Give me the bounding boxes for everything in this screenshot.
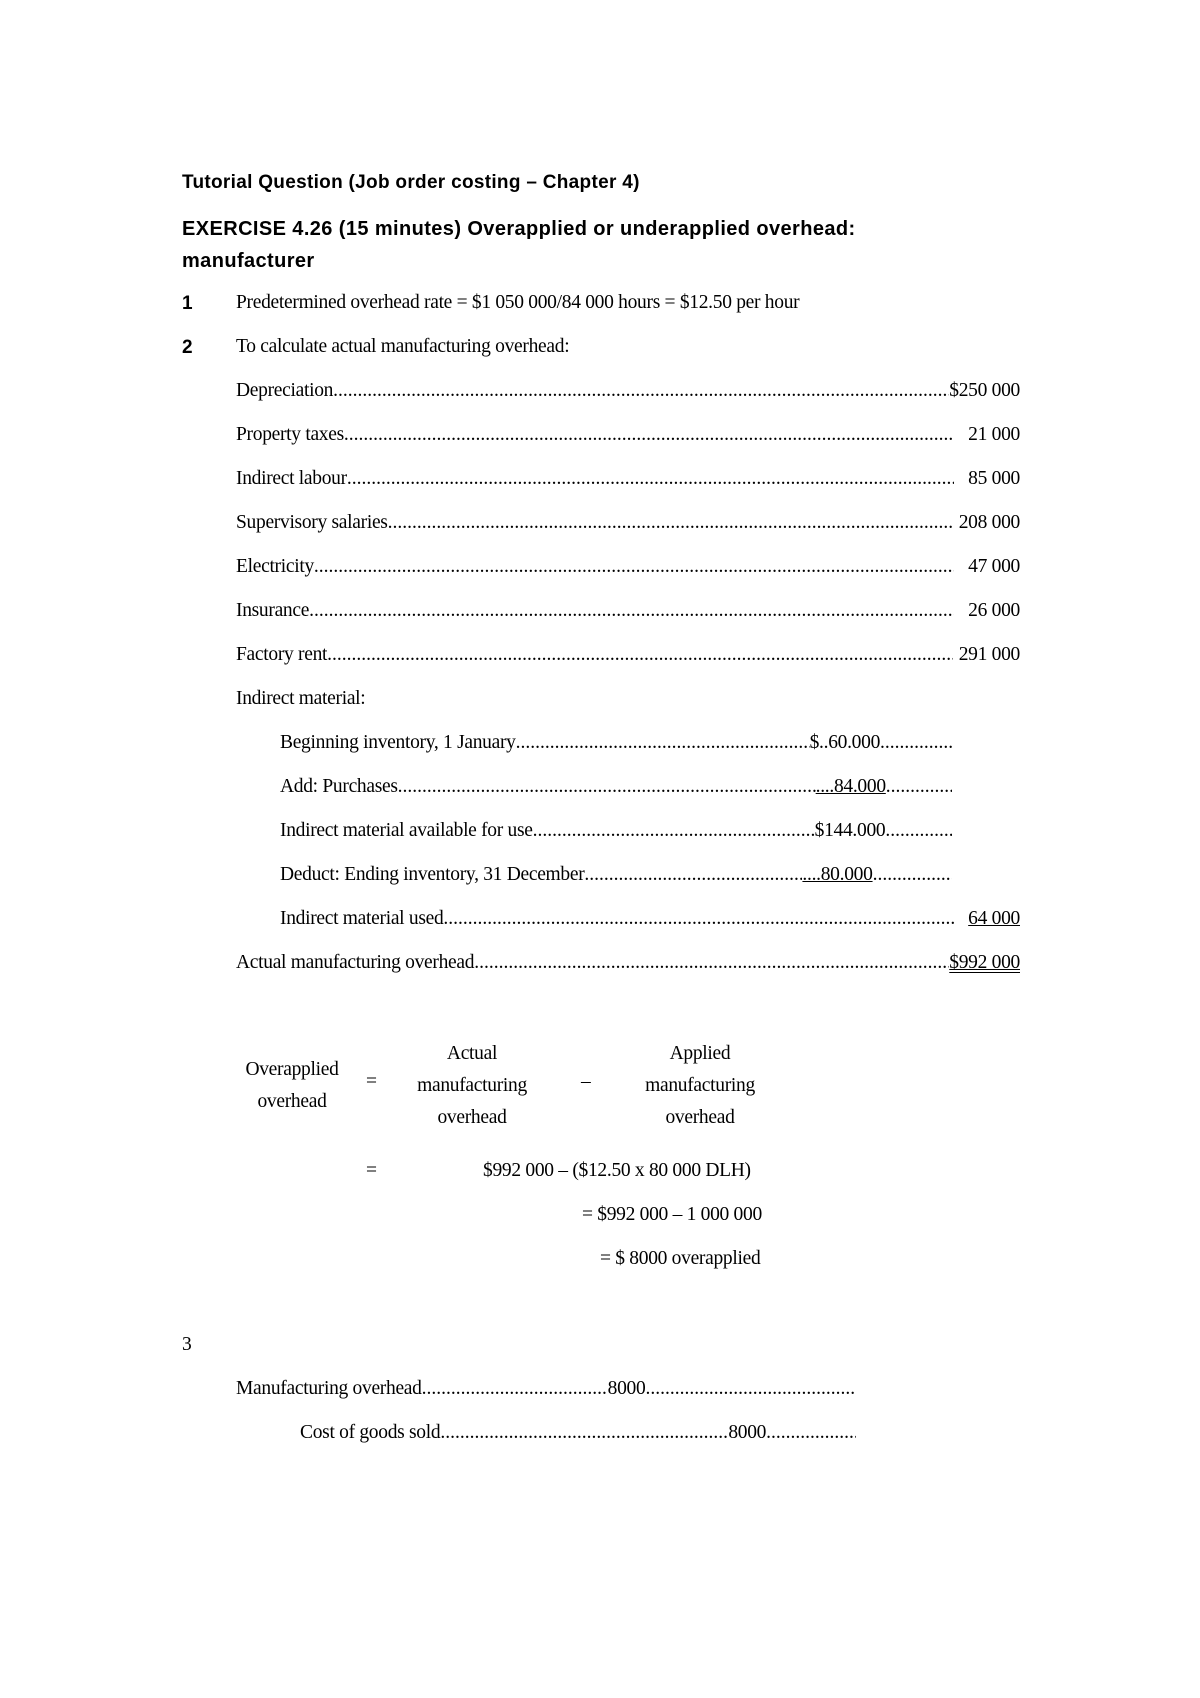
overhead-row: [236, 468, 1020, 490]
overhead-row: [236, 424, 1020, 446]
dot-leader: [766, 1422, 856, 1444]
overhead-label: Depreciation: [236, 380, 334, 401]
formula-actual-line: Actual: [446, 1043, 498, 1064]
overhead-label: Electricity: [236, 556, 314, 577]
dot-leader: [309, 600, 954, 622]
material-label: Beginning inventory, 1 January: [280, 732, 516, 753]
dot-leader: [584, 864, 802, 886]
exercise-title-line1: EXERCISE 4.26 (15 minutes) Overapplied or underapplied overhead:: [182, 218, 856, 240]
indirect-material-heading: Indirect material:: [236, 688, 366, 709]
material-value: $..60.000: [809, 732, 881, 753]
dot-leader: [314, 556, 954, 578]
material-used-value: 64 000: [968, 908, 1020, 929]
material-value: $144.000: [814, 820, 886, 841]
item-text: Predetermined overhead rate = $1 050 000/84 000 hours = $12.50 per hour: [236, 292, 800, 313]
overhead-value: 291 000: [958, 644, 1020, 665]
material-value: ....80.000: [802, 864, 873, 885]
overhead-row: [236, 512, 1020, 534]
dot-leader: [333, 380, 949, 402]
dot-leader: [327, 644, 953, 666]
actual-overhead-row: [236, 952, 1020, 974]
dot-leader: [880, 732, 952, 754]
overhead-row: [236, 380, 1020, 402]
journal-credit-row: [300, 1422, 856, 1444]
item-number: 1: [182, 293, 193, 314]
material-value: ....84.000: [815, 776, 886, 797]
overhead-value: 26 000: [968, 600, 1020, 621]
journal-credit-value: 8000: [728, 1422, 767, 1443]
formula-left-line: Overapplied: [245, 1059, 339, 1080]
dot-leader: [440, 1422, 728, 1444]
journal-debit-row: [236, 1378, 856, 1400]
material-row: [280, 864, 952, 886]
overhead-value: 85 000: [968, 468, 1020, 489]
page-title: Tutorial Question (Job order costing – Chapter 4): [182, 172, 640, 193]
formula-result: = $ 8000 overapplied: [600, 1248, 761, 1269]
overhead-row: [236, 556, 1020, 578]
overhead-value: 21 000: [968, 424, 1020, 445]
item-text: To calculate actual manufacturing overhead:: [236, 336, 570, 357]
dot-leader: [516, 732, 810, 754]
overhead-value: $250 000: [949, 380, 1020, 401]
overhead-label: Factory rent: [236, 644, 328, 665]
overhead-row: [236, 644, 1020, 666]
formula-left: [212, 1054, 372, 1118]
dot-leader: [398, 776, 816, 798]
exercise-title-line2: manufacturer: [182, 250, 315, 272]
formula-applied-line: overhead: [665, 1107, 735, 1128]
overhead-label: Insurance: [236, 600, 310, 621]
material-used-row: [280, 908, 1020, 930]
dot-leader: [347, 468, 954, 490]
item-number: 2: [182, 337, 193, 358]
formula-applied-line: Applied: [669, 1043, 731, 1064]
formula-minus: –: [581, 1071, 591, 1092]
overhead-label: Property taxes: [236, 424, 344, 445]
formula-step: $992 000 – ($12.50 x 80 000 DLH): [483, 1160, 751, 1181]
dot-leader: [474, 952, 949, 974]
formula-applied-line: manufacturing: [645, 1075, 755, 1096]
journal-credit-label: Cost of goods sold: [300, 1422, 441, 1443]
overhead-label: Indirect labour: [236, 468, 347, 489]
formula-equals: =: [366, 1160, 377, 1181]
dot-leader: [885, 820, 952, 842]
material-row: [280, 776, 952, 798]
overhead-value: 47 000: [968, 556, 1020, 577]
actual-overhead-value: $992 000: [949, 952, 1020, 973]
formula-actual-line: manufacturing: [417, 1075, 527, 1096]
dot-leader: [388, 512, 953, 534]
formula-equals: =: [366, 1071, 377, 1092]
material-row: [280, 820, 952, 842]
actual-overhead-label: Actual manufacturing overhead: [236, 952, 475, 973]
material-label: Deduct: Ending inventory, 31 December: [280, 864, 585, 885]
dot-leader: [873, 864, 952, 886]
formula-left-line: overhead: [257, 1091, 327, 1112]
item-number: 3: [182, 1334, 192, 1355]
journal-debit-label: Manufacturing overhead: [236, 1378, 422, 1399]
formula-step: = $992 000 – 1 000 000: [582, 1204, 762, 1225]
dot-leader: [422, 1378, 608, 1400]
formula-actual: [392, 1038, 552, 1134]
overhead-value: 208 000: [958, 512, 1020, 533]
overhead-label: Supervisory salaries: [236, 512, 388, 533]
dot-leader: [645, 1378, 856, 1400]
dot-leader: [443, 908, 954, 930]
formula-applied: [620, 1038, 780, 1134]
dot-leader: [344, 424, 954, 446]
material-row: [280, 732, 952, 754]
overhead-row: [236, 600, 1020, 622]
material-label: Indirect material available for use: [280, 820, 533, 841]
material-used-label: Indirect material used: [280, 908, 444, 929]
dot-leader: [533, 820, 815, 842]
dot-leader: [886, 776, 952, 798]
formula-actual-line: overhead: [437, 1107, 507, 1128]
material-label: Add: Purchases: [280, 776, 398, 797]
journal-debit-value: 8000: [607, 1378, 646, 1399]
